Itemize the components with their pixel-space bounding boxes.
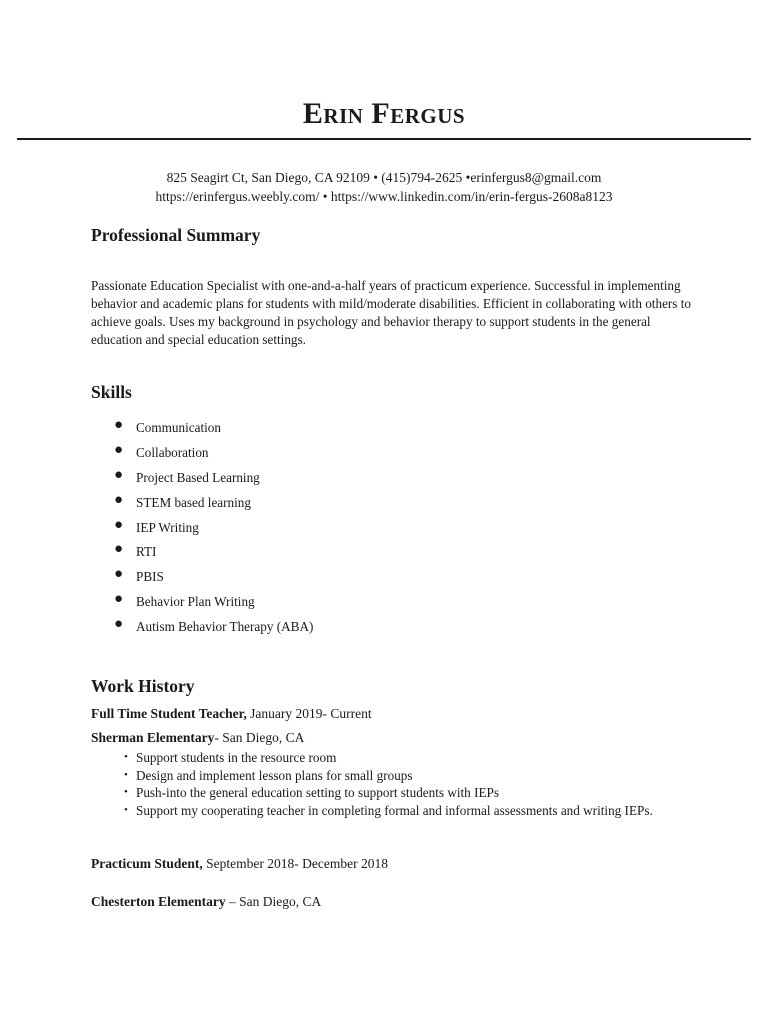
duty-text: Push-into the general education setting to support students with IEPs: [136, 785, 499, 800]
job-1-location: - San Diego, CA: [214, 730, 305, 745]
skill-label: Collaboration: [136, 444, 209, 460]
skill-item: [113, 541, 313, 566]
duty-text: Design and implement lesson plans for small groups: [136, 767, 413, 783]
section-title-skills: Skills: [91, 382, 132, 402]
job-1-duties-list: [122, 749, 682, 819]
job-2-employer: Chesterton Elementary: [91, 894, 226, 909]
skills-list: [113, 417, 313, 641]
bullet-icon: ●: [114, 466, 124, 483]
section-title-summary: Professional Summary: [91, 225, 261, 245]
job-1-role: Full Time Student Teacher,: [91, 706, 247, 721]
job-1-employer-line: [91, 729, 304, 747]
duty-item: [122, 767, 682, 785]
skill-label: STEM based learning: [136, 494, 251, 510]
name-divider-rule: [17, 138, 751, 140]
job-1-employer: Sherman Elementary: [91, 730, 215, 745]
skill-item: [113, 467, 313, 492]
skill-item: [113, 517, 313, 542]
bullet-icon: ●: [114, 566, 124, 583]
bullet-icon: ●: [114, 616, 124, 633]
job-2-title-line: [91, 855, 388, 873]
contact-block: [0, 168, 768, 206]
section-title-work-history: Work History: [91, 676, 195, 696]
bullet-icon: ●: [114, 516, 124, 533]
skill-label: PBIS: [136, 569, 164, 585]
skill-item: [113, 591, 313, 616]
job-1-dates: January 2019- Current: [246, 706, 372, 721]
skill-item: [113, 492, 313, 517]
skill-item: [113, 417, 313, 442]
bullet-icon: ●: [114, 417, 124, 433]
duty-item: [122, 749, 682, 767]
bullet-icon: •: [124, 768, 128, 781]
resume-name: Erin Fergus: [302, 97, 466, 130]
duty-text: Support my cooperating teacher in completing formal and informal assessments and writing IEPs.: [136, 802, 653, 818]
job-2-location: – San Diego, CA: [225, 894, 322, 909]
skill-item: [113, 616, 313, 641]
bullet-icon: •: [124, 786, 128, 798]
skill-label: Project Based Learning: [136, 469, 260, 485]
bullet-icon: ●: [114, 591, 124, 608]
duty-item: [122, 784, 682, 802]
contact-line-address-phone-email: 825 Seagirt Ct, San Diego, CA 92109 • (415)794-2625 •erinfergus8@gmail.com: [166, 170, 602, 185]
bullet-icon: •: [124, 751, 128, 763]
bullet-icon: ●: [114, 541, 124, 558]
bullet-icon: ●: [114, 441, 124, 458]
duty-item: [122, 802, 682, 820]
skill-label: Communication: [136, 420, 221, 435]
job-1-title-line: [91, 705, 372, 723]
skill-label: Behavior Plan Writing: [136, 594, 255, 610]
bullet-icon: ●: [114, 491, 124, 508]
job-2-role: Practicum Student,: [91, 856, 203, 871]
skill-label: Autism Behavior Therapy (ABA): [136, 619, 314, 635]
skill-label: RTI: [136, 544, 157, 560]
contact-line-websites: https://erinfergus.weebly.com/ • https://www.linkedin.com/in/erin-fergus-2608a8123: [155, 189, 613, 204]
skill-item: [113, 442, 313, 467]
duty-text: Support students in the resource room: [136, 750, 337, 765]
job-2-dates: September 2018- December 2018: [202, 856, 388, 871]
skill-label: IEP Writing: [136, 519, 199, 535]
bullet-icon: •: [124, 803, 128, 816]
skill-item: [113, 566, 313, 591]
summary-paragraph: Passionate Education Specialist with one-and-a-half years of practicum experience. Successful in implementing behavior and academic plans for students with mild/moderate disabilities. Efficient in collaborating with others to achieve goals. Uses my background in psychology and behavior therapy to support students in the general education and special education settings.: [91, 278, 691, 347]
job-2-employer-line: [91, 893, 321, 911]
